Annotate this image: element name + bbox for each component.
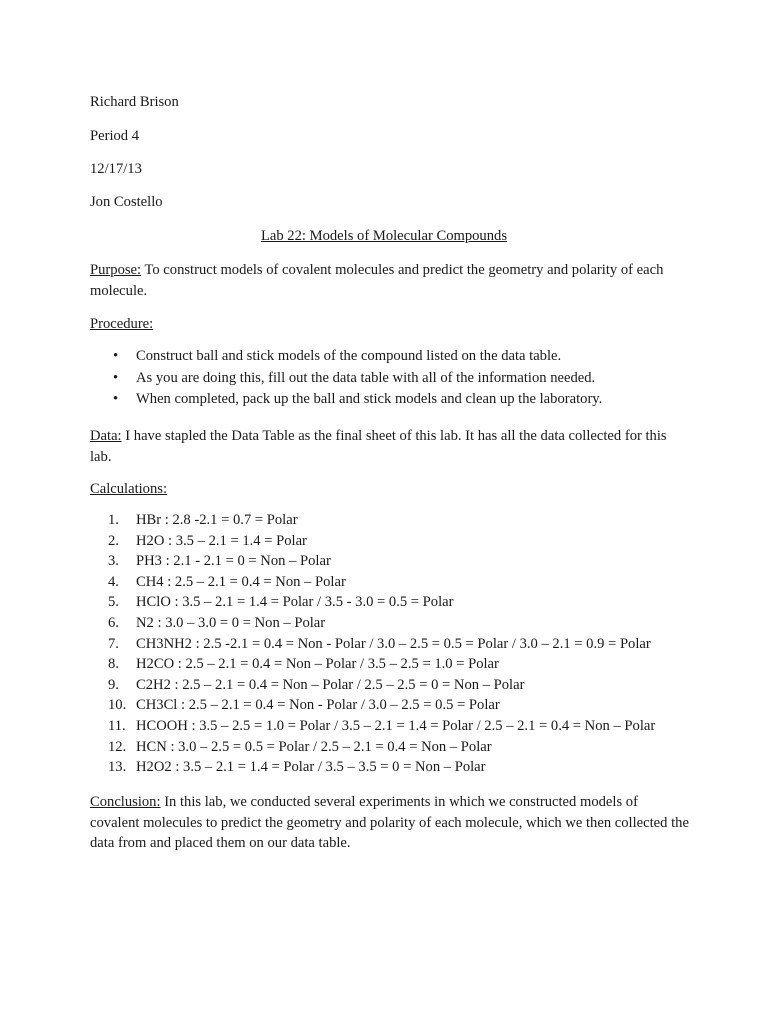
list-item bbox=[90, 592, 655, 613]
bullet-icon: • bbox=[113, 348, 119, 364]
list-item bbox=[90, 531, 655, 552]
calculation-text: HCOOH : 3.5 – 2.5 = 1.0 = Polar / 3.5 – 2.1 = 1.4 = Polar / 2.5 – 2.1 = 0.4 = Non – Polar bbox=[136, 717, 656, 734]
calculation-text: H2CO : 2.5 – 2.1 = 0.4 = Non – Polar / 3.5 – 2.5 = 1.0 = Polar bbox=[136, 656, 499, 673]
procedure-label: Procedure: bbox=[90, 316, 154, 332]
item-number: 10. bbox=[108, 697, 127, 714]
procedure-step: When completed, pack up the ball and stick models and clean up the laboratory. bbox=[136, 391, 603, 407]
item-number: 11. bbox=[108, 717, 126, 734]
procedure-step: Construct ball and stick models of the compound listed on the data table. bbox=[136, 348, 562, 364]
bullet-icon: • bbox=[113, 391, 119, 407]
data-section bbox=[90, 426, 690, 467]
list-item bbox=[90, 675, 655, 696]
list-item bbox=[90, 716, 655, 737]
procedure-list bbox=[90, 346, 602, 411]
conclusion-text: In this lab, we conducted several experiments in which we constructed models of covalent molecules to predict the geometry and polarity of each molecule, which we then collected the data from and placed them on our data table. bbox=[90, 794, 689, 851]
data-label: Data: bbox=[90, 428, 122, 444]
calculation-text: HBr : 2.8 -2.1 = 0.7 = Polar bbox=[136, 512, 298, 528]
calculation-text: PH3 : 2.1 - 2.1 = 0 = Non – Polar bbox=[136, 553, 331, 570]
item-number: 1. bbox=[108, 512, 119, 528]
teacher-name: Jon Costello bbox=[90, 194, 163, 210]
item-number: 13. bbox=[108, 759, 127, 776]
data-text: I have stapled the Data Table as the final sheet of this lab. It has all the data collected for this lab. bbox=[90, 428, 667, 465]
list-item bbox=[90, 368, 602, 390]
list-item bbox=[90, 510, 655, 531]
list-item bbox=[90, 634, 655, 655]
item-number: 6. bbox=[108, 614, 119, 631]
list-item bbox=[90, 572, 655, 593]
list-item bbox=[90, 613, 655, 634]
purpose-text: To construct models of covalent molecules and predict the geometry and polarity of each molecule. bbox=[90, 262, 664, 299]
bullet-icon: • bbox=[113, 369, 119, 386]
lab-title: Lab 22: Models of Molecular Compounds bbox=[260, 228, 508, 244]
list-item bbox=[90, 389, 602, 411]
date: 12/17/13 bbox=[90, 161, 142, 177]
item-number: 4. bbox=[108, 573, 119, 590]
list-item bbox=[90, 654, 655, 675]
calculation-text: N2 : 3.0 – 3.0 = 0 = Non – Polar bbox=[136, 614, 326, 631]
calculation-text: CH3Cl : 2.5 – 2.1 = 0.4 = Non - Polar / 3.0 – 2.5 = 0.5 = Polar bbox=[136, 697, 500, 714]
list-item bbox=[90, 737, 655, 758]
calculation-text: C2H2 : 2.5 – 2.1 = 0.4 = Non – Polar / 2.5 – 2.5 = 0 = Non – Polar bbox=[136, 676, 525, 693]
item-number: 5. bbox=[108, 594, 119, 611]
list-item bbox=[90, 695, 655, 716]
purpose-label: Purpose: bbox=[90, 262, 142, 278]
calculations-label: Calculations: bbox=[90, 481, 168, 497]
calculation-text: H2O : 3.5 – 2.1 = 1.4 = Polar bbox=[136, 532, 307, 549]
student-name: Richard Brison bbox=[90, 94, 179, 110]
procedure-step: As you are doing this, fill out the data table with all of the information needed. bbox=[136, 369, 596, 386]
calculation-text: H2O2 : 3.5 – 2.1 = 1.4 = Polar / 3.5 – 3.5 = 0 = Non – Polar bbox=[136, 759, 486, 776]
purpose-section bbox=[90, 260, 690, 301]
calculation-text: HCN : 3.0 – 2.5 = 0.5 = Polar / 2.5 – 2.1 = 0.4 = Non – Polar bbox=[136, 738, 492, 755]
calculations-list bbox=[90, 510, 655, 778]
conclusion-label: Conclusion: bbox=[90, 794, 161, 810]
conclusion-section bbox=[90, 792, 690, 854]
calculation-text: CH4 : 2.5 – 2.1 = 0.4 = Non – Polar bbox=[136, 573, 346, 590]
calculation-text: CH3NH2 : 2.5 -2.1 = 0.4 = Non - Polar / 3.0 – 2.5 = 0.5 = Polar / 3.0 – 2.1 = 0.9 = Polar bbox=[136, 635, 651, 652]
item-number: 8. bbox=[108, 656, 119, 673]
list-item bbox=[90, 346, 602, 368]
class-period: Period 4 bbox=[90, 128, 140, 144]
item-number: 9. bbox=[108, 676, 119, 693]
item-number: 7. bbox=[108, 635, 119, 652]
item-number: 12. bbox=[108, 738, 127, 755]
calculation-text: HClO : 3.5 – 2.1 = 1.4 = Polar / 3.5 - 3.0 = 0.5 = Polar bbox=[136, 594, 454, 611]
list-item bbox=[90, 551, 655, 572]
item-number: 2. bbox=[108, 532, 119, 549]
list-item bbox=[90, 757, 655, 778]
item-number: 3. bbox=[108, 553, 119, 570]
